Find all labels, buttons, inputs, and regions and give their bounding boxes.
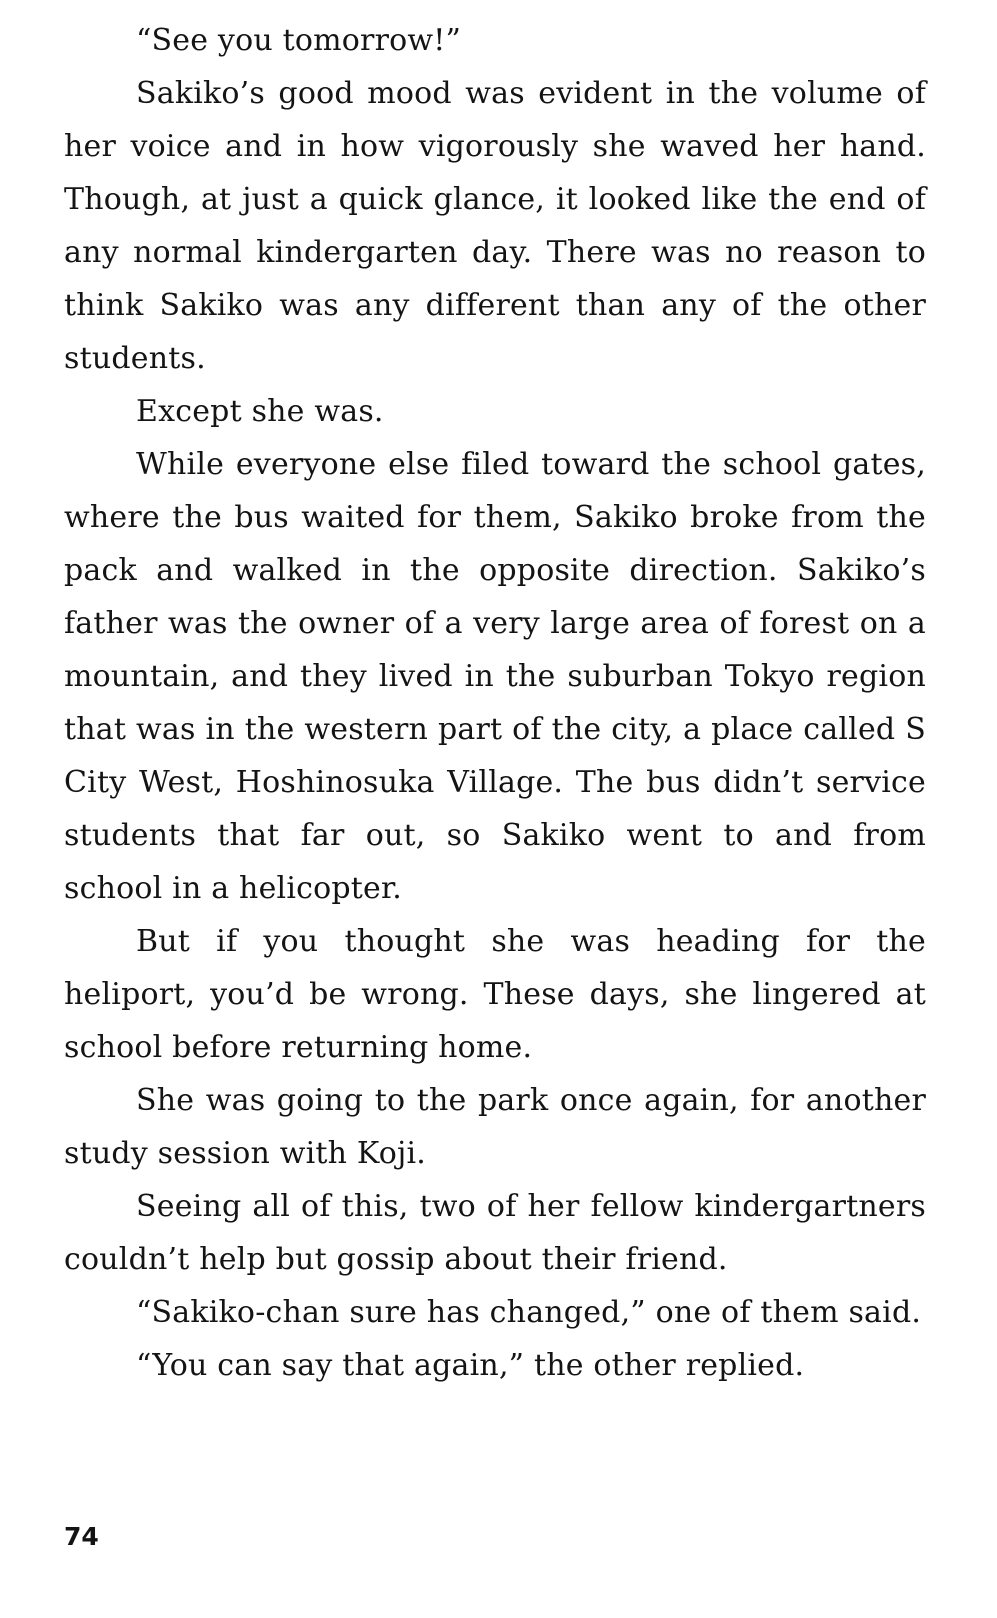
- paragraph: “See you tomorrow!”: [136, 23, 462, 58]
- paragraph: But if you thought she was heading for the heliport, you’d be wrong. These days, she lingered at school before returning home.: [64, 924, 926, 1065]
- paragraph: “You can say that again,” the other replied.: [136, 1348, 805, 1383]
- page-number: 74: [64, 1522, 99, 1551]
- body-text: [64, 14, 926, 1392]
- paragraph: Sakiko’s good mood was evident in the volume of her voice and in how vigorously she waved her hand. Though, at just a quick glance, it looked like the end of any normal kindergarten day. There was no reason to think Sakiko was any different than any of the other students.: [64, 76, 926, 376]
- paragraph: Except she was.: [136, 394, 384, 429]
- paragraph: She was going to the park once again, for another study session with Koji.: [64, 1083, 926, 1171]
- paragraph: Seeing all of this, two of her fellow kindergartners couldn’t help but gossip about their friend.: [64, 1189, 926, 1277]
- paragraph: “Sakiko-chan sure has changed,” one of them said.: [136, 1295, 922, 1330]
- paragraph: While everyone else filed toward the school gates, where the bus waited for them, Sakiko broke from the pack and walked in the opposite direction. Sakiko’s father was the owner of a very large area of forest on a mountain, and they lived in the suburban Tokyo region that was in the western part of the city, a place called S City West, Hoshinosuka Village. The bus didn’t service students that far out, so Sakiko went to and from school in a helicopter.: [64, 447, 926, 906]
